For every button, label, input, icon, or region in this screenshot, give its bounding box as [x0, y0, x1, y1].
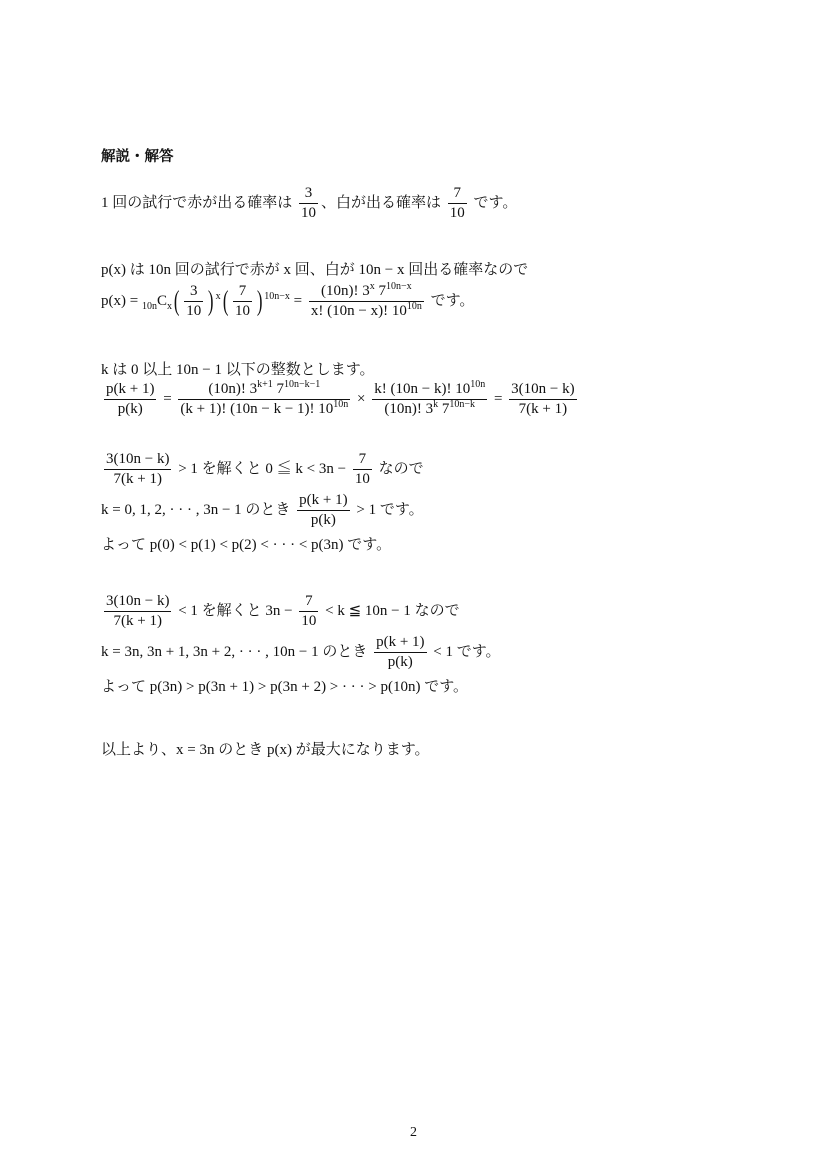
- denominator: [184, 302, 203, 320]
- fraction: [353, 452, 372, 488]
- fraction: [448, 186, 467, 222]
- text-run: p(x) =: [101, 293, 142, 310]
- denominator: [104, 612, 171, 630]
- text-run: 10: [301, 204, 317, 221]
- fraction: [372, 379, 487, 418]
- numerator: [104, 452, 171, 470]
- text-run: (10n)! 3: [208, 381, 258, 397]
- text-run: k は 0 以上 10n − 1 以下の整数とします。: [101, 362, 375, 378]
- text-run: < k ≦ 10n − 1 なので: [321, 603, 460, 620]
- text-run: p(k + 1): [376, 634, 425, 650]
- text-run: =: [289, 293, 306, 310]
- numerator: [448, 186, 467, 204]
- text-run: 7(k + 1): [518, 400, 568, 417]
- line-conclusion-increasing: [101, 537, 391, 554]
- text-run: 7: [453, 185, 462, 201]
- line-k-range: [101, 362, 375, 379]
- text-run: 7(k + 1): [113, 470, 162, 487]
- line-probabilities: [101, 186, 517, 222]
- fraction: [309, 281, 424, 320]
- text-run: > 1 です。: [352, 502, 424, 519]
- superscript: 10n−k−1: [284, 379, 321, 390]
- text-run: 7: [438, 400, 450, 417]
- superscript: 10n−k: [449, 398, 476, 410]
- denominator: [297, 511, 349, 529]
- fraction: [104, 452, 171, 488]
- text-run: です。: [469, 195, 518, 212]
- text-run: p(k): [117, 400, 143, 417]
- text-run: 10: [354, 470, 370, 487]
- line-k-values-less: [101, 635, 501, 671]
- numerator: [104, 594, 171, 612]
- fraction: [374, 635, 426, 671]
- numerator: [178, 379, 350, 400]
- line-ratio-formula: [101, 379, 580, 418]
- superscript: 10n: [406, 300, 422, 312]
- denominator: [509, 400, 576, 418]
- fraction: [233, 284, 252, 320]
- line-px-formula: [101, 281, 475, 320]
- text-run: p(k + 1): [106, 381, 155, 397]
- text-run: 3(10n − k): [106, 593, 170, 609]
- superscript: 10n−x: [386, 281, 412, 292]
- text-run: k = 0, 1, 2, · · · , 3n − 1 のとき: [101, 502, 295, 519]
- subscript: 10n: [141, 301, 157, 313]
- text-run: x! (10n − x)! 10: [310, 302, 407, 319]
- superscript: 10n: [470, 379, 486, 390]
- denominator: [309, 302, 424, 320]
- numerator: [233, 284, 252, 302]
- fraction: [104, 594, 171, 630]
- large-paren: (: [222, 285, 229, 317]
- numerator: [509, 382, 576, 400]
- numerator: [299, 186, 318, 204]
- numerator: [297, 493, 349, 511]
- line-inequality-less: [101, 594, 460, 630]
- text-run: 10: [449, 204, 465, 221]
- text-run: 3: [304, 185, 313, 201]
- text-run: よって p(0) < p(1) < p(2) < · · · < p(3n) です。: [101, 537, 392, 553]
- section-title: 解説・解答: [101, 149, 174, 165]
- denominator: [372, 400, 487, 418]
- text-run: =: [159, 391, 176, 408]
- text-run: 10: [186, 302, 202, 319]
- large-paren: (: [173, 285, 180, 317]
- text-run: 7: [305, 593, 313, 609]
- line-final-answer: [101, 742, 430, 759]
- denominator: [374, 653, 426, 671]
- text-run: k = 3n, 3n + 1, 3n + 2, · · · , 10n − 1 のとき: [101, 644, 372, 661]
- text-run: です。: [426, 293, 475, 310]
- text-run: 7: [238, 283, 247, 299]
- superscript: x: [369, 281, 375, 292]
- large-paren: ): [256, 285, 263, 317]
- text-run: なので: [374, 461, 424, 478]
- text-run: 7(k + 1): [113, 612, 162, 629]
- text-run: 1 回の試行で赤が出る確率は: [101, 195, 297, 212]
- numerator: [372, 379, 487, 400]
- denominator: [233, 302, 252, 320]
- numerator: [104, 382, 156, 400]
- text-run: p(k + 1): [299, 492, 348, 508]
- superscript: x: [215, 291, 221, 303]
- fraction: [104, 382, 156, 418]
- fraction: [184, 284, 203, 320]
- text-run: =: [490, 391, 507, 408]
- superscript: 10n: [333, 398, 349, 410]
- denominator: [104, 470, 171, 488]
- fraction: [509, 382, 576, 418]
- fraction: [178, 379, 350, 418]
- text-run: 3(10n − k): [106, 451, 170, 467]
- page-number: 2: [410, 1125, 417, 1140]
- superscript: 10n−x: [264, 291, 290, 303]
- text-run: 、白が出る確率は: [321, 195, 445, 212]
- text-run: 3: [190, 283, 198, 299]
- superscript: k+1: [257, 379, 273, 390]
- denominator: [178, 400, 350, 418]
- denominator: [299, 612, 318, 630]
- text-run: 10: [301, 612, 317, 629]
- text-run: 7: [272, 381, 285, 397]
- denominator: [104, 400, 156, 418]
- numerator: [309, 281, 424, 302]
- text-run: 以上より、x = 3n のとき p(x) が最大になります。: [101, 742, 430, 758]
- line-conclusion-decreasing: [101, 679, 468, 696]
- text-run: 10: [234, 302, 250, 319]
- text-run: (k + 1)! (10n − k − 1)! 10: [180, 400, 334, 417]
- text-run: よって p(3n) > p(3n + 1) > p(3n + 2) > · · · > p(10n) です。: [101, 679, 469, 695]
- text-run: < 1 です。: [429, 644, 501, 661]
- numerator: [374, 635, 426, 653]
- superscript: k: [433, 398, 439, 410]
- text-run: k! (10n − k)! 10: [374, 381, 471, 397]
- text-run: C: [156, 293, 167, 310]
- denominator: [299, 204, 318, 222]
- text-run: p(k): [310, 511, 336, 528]
- text-run: (10n)! 3: [384, 400, 434, 417]
- numerator: [184, 284, 203, 302]
- fraction: [297, 493, 349, 529]
- subscript: x: [166, 301, 172, 313]
- text-run: (10n)! 3: [321, 283, 370, 299]
- text-run: < 1 を解くと 3n −: [174, 603, 297, 620]
- large-paren: ): [208, 285, 214, 317]
- numerator: [353, 452, 372, 470]
- line-k-values-greater: [101, 493, 424, 529]
- fraction: [299, 186, 318, 222]
- text-run: > 1 を解くと 0 ≦ k < 3n −: [174, 461, 350, 478]
- line-inequality-greater: [101, 452, 424, 488]
- denominator: [448, 204, 467, 222]
- line-px-definition: [101, 262, 528, 279]
- text-run: p(k): [387, 653, 413, 670]
- text-run: 7: [358, 451, 367, 467]
- text-run: 7: [374, 283, 387, 299]
- text-run: p(x) は 10n 回の試行で赤が x 回、白が 10n − x 回出る確率なので: [101, 262, 529, 278]
- fraction: [299, 594, 318, 630]
- text-run: ×: [353, 391, 370, 408]
- numerator: [299, 594, 318, 612]
- denominator: [353, 470, 372, 488]
- text-run: 3(10n − k): [511, 381, 575, 397]
